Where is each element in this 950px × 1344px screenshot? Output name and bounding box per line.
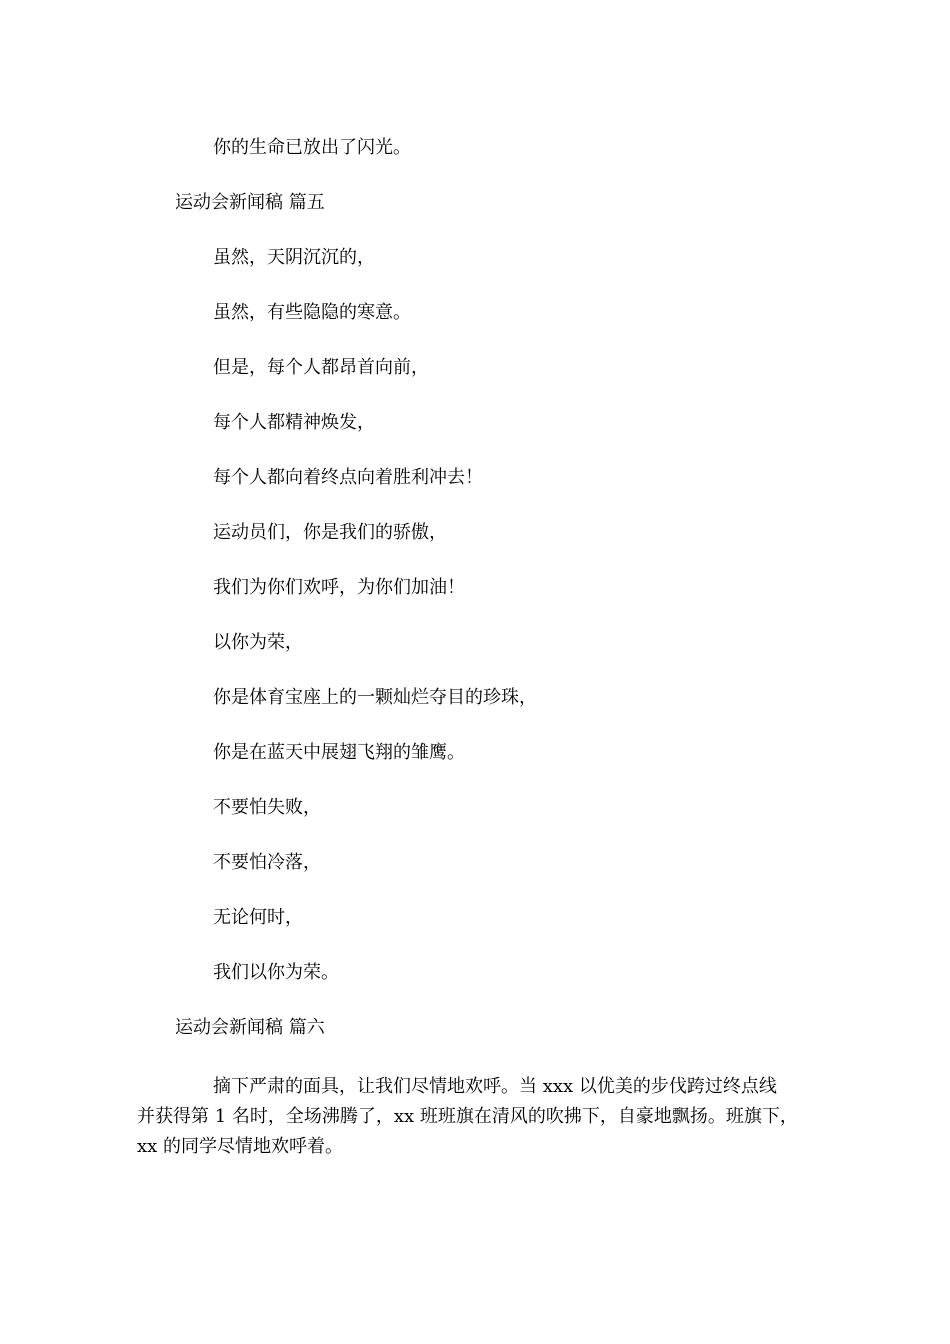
verse-line: 但是，每个人都昂首向前， <box>213 357 429 378</box>
verse-line: 无论何时， <box>213 907 303 928</box>
section5-heading: 运动会新闻稿 篇五 <box>175 192 325 213</box>
verse-line: 你是体育宝座上的一颗灿烂夺目的珍珠， <box>213 687 537 708</box>
verse-line: 以你为荣， <box>213 632 303 653</box>
verse-line: 运动员们，你是我们的骄傲， <box>213 522 447 543</box>
verse-line: 我们为你们欢呼，为你们加油！ <box>213 577 465 598</box>
paragraph-line: 摘下严肃的面具，让我们尽情地欢呼。当 xxx 以优美的步伐跨过终点线 <box>213 1076 777 1097</box>
paragraph-line: 并获得第 1 名时，全场沸腾了，xx 班班旗在清风的吹拂下，自豪地飘扬。班旗下， <box>137 1106 798 1127</box>
verse-line: 不要怕冷落， <box>213 852 321 873</box>
verse-line: 虽然，有些隐隐的寒意。 <box>213 302 411 323</box>
verse-line: 每个人都精神焕发， <box>213 412 375 433</box>
verse-line: 你是在蓝天中展翅飞翔的雏鹰。 <box>213 742 465 763</box>
paragraph-line: xx 的同学尽情地欢呼着。 <box>137 1136 344 1157</box>
verse-line: 我们以你为荣。 <box>213 962 339 983</box>
verse-line: 虽然，天阴沉沉的， <box>213 247 375 268</box>
section6-heading: 运动会新闻稿 篇六 <box>175 1017 325 1038</box>
verse-line: 每个人都向着终点向着胜利冲去！ <box>213 467 483 488</box>
section6-paragraph <box>137 1072 827 1162</box>
intro-line: 你的生命已放出了闪光。 <box>213 137 411 158</box>
verse-line: 不要怕失败， <box>213 797 321 818</box>
